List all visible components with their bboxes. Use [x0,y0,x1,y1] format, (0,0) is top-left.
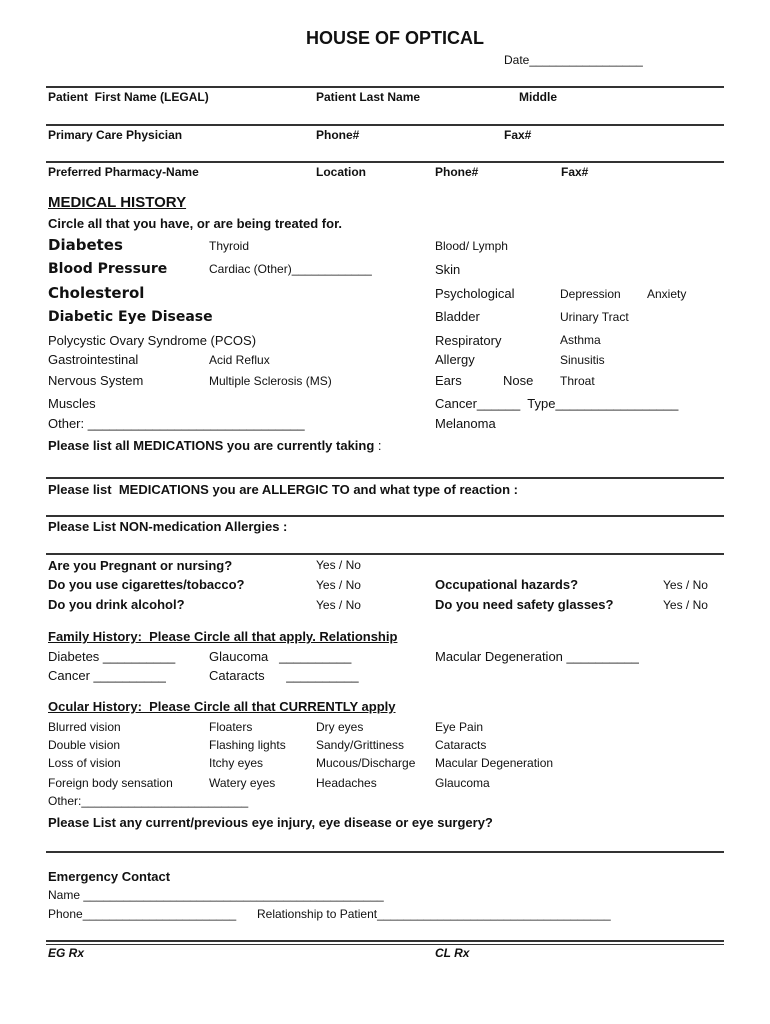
condition-acid-reflux[interactable]: Acid Reflux [209,353,270,367]
condition-depression[interactable]: Depression [560,287,621,301]
condition-sinusitis[interactable]: Sinusitis [560,353,605,367]
occupational-yes-no[interactable]: Yes / No [663,578,708,592]
condition-melanoma[interactable]: Melanoma [435,416,496,431]
divider [46,553,724,555]
ocular-foreign-body[interactable]: Foreign body sensation [48,776,173,790]
condition-psychological[interactable]: Psychological [435,286,515,301]
condition-diabetes[interactable]: Diabetes [48,236,123,254]
patient-last-name-label[interactable]: Patient Last Name [316,90,421,104]
patient-first-name-label[interactable]: Patient First Name (LEGAL) [48,90,209,104]
ocular-loss-of-vision[interactable]: Loss of vision [48,756,121,770]
ocular-headaches[interactable]: Headaches [316,776,377,790]
ocular-eye-pain[interactable]: Eye Pain [435,720,484,734]
page-title: HOUSE OF OPTICAL [306,28,485,48]
condition-muscles[interactable]: Muscles [48,396,96,411]
ocular-dry-eyes[interactable]: Dry eyes [316,720,364,734]
medical-history-instruction: Circle all that you have, or are being treated for. [48,216,343,231]
ocular-other-field[interactable]: Other:_________________________ [48,794,249,808]
condition-nose[interactable]: Nose [503,373,534,388]
divider [46,124,724,126]
ocular-history-heading: Ocular History: Please Circle all that CURRENTLY apply [48,699,396,714]
eye-injury-question[interactable]: Please List any current/previous eye injury, eye disease or eye surgery? [48,815,493,830]
condition-allergy[interactable]: Allergy [435,352,475,367]
pregnant-yes-no[interactable]: Yes / No [316,558,361,572]
physician-fax-label[interactable]: Fax# [504,128,532,142]
condition-blood-pressure[interactable]: Blood Pressure [48,261,168,277]
ocular-sandy-grittiness[interactable]: Sandy/Grittiness [316,738,405,752]
divider [46,477,724,479]
condition-asthma[interactable]: Asthma [560,333,601,347]
family-history-heading: Family History: Please Circle all that apply. Relationship [48,629,398,644]
condition-thyroid[interactable]: Thyroid [209,239,250,253]
question-tobacco: Do you use cigarettes/tobacco? [48,577,245,592]
ocular-floaters[interactable]: Floaters [209,720,253,734]
condition-ears[interactable]: Ears [435,373,462,388]
condition-respiratory[interactable]: Respiratory [435,333,502,348]
pharmacy-location-label[interactable]: Location [316,165,366,179]
divider [46,515,724,517]
condition-gastrointestinal[interactable]: Gastrointestinal [48,352,139,367]
family-macular-degeneration[interactable]: Macular Degeneration __________ [435,649,639,664]
condition-multiple-sclerosis[interactable]: Multiple Sclerosis (MS) [209,374,332,388]
condition-anxiety[interactable]: Anxiety [647,287,687,301]
eg-rx-label: EG Rx [48,946,85,960]
condition-urinary-tract[interactable]: Urinary Tract [560,310,629,324]
condition-diabetic-eye-disease[interactable]: Diabetic Eye Disease [48,309,213,325]
ocular-blurred-vision[interactable]: Blurred vision [48,720,121,734]
safety-glasses-yes-no[interactable]: Yes / No [663,598,708,612]
ocular-mucous-discharge[interactable]: Mucous/Discharge [316,756,416,770]
question-pregnant: Are you Pregnant or nursing? [48,558,233,573]
condition-cholesterol[interactable]: Cholesterol [48,284,145,302]
question-occupational-hazards: Occupational hazards? [435,577,579,592]
divider [46,944,724,945]
condition-bladder[interactable]: Bladder [435,309,480,324]
condition-throat[interactable]: Throat [560,374,595,388]
condition-cancer-field[interactable]: Cancer______ Type_________________ [435,396,679,411]
ocular-macular-degeneration[interactable]: Macular Degeneration [435,756,554,770]
emergency-contact-heading: Emergency Contact [48,869,171,884]
ocular-flashing-lights[interactable]: Flashing lights [209,738,286,752]
ocular-itchy-eyes[interactable]: Itchy eyes [209,756,264,770]
condition-nervous-system[interactable]: Nervous System [48,373,144,388]
pharmacy-fax-label[interactable]: Fax# [561,165,589,179]
condition-other-field[interactable]: Other: ______________________________ [48,416,305,431]
divider [46,86,724,88]
family-cataracts[interactable]: Cataracts __________ [209,668,359,683]
emergency-relationship-field[interactable]: Relationship to Patient___________________________________ [257,907,611,921]
divider [46,851,724,853]
condition-cardiac[interactable]: Cardiac (Other)____________ [209,262,372,276]
question-alcohol: Do you drink alcohol? [48,597,185,612]
current-medications-label[interactable]: Please list all MEDICATIONS you are currently taking : [48,438,382,453]
physician-phone-label[interactable]: Phone# [316,128,360,142]
allergic-medications-label[interactable]: Please list MEDICATIONS you are ALLERGIC TO and what type of reaction : [48,482,519,497]
condition-pcos[interactable]: Polycystic Ovary Syndrome (PCOS) [48,333,257,348]
ocular-double-vision[interactable]: Double vision [48,738,121,752]
family-glaucoma[interactable]: Glaucoma __________ [209,649,352,664]
medical-history-heading: MEDICAL HISTORY [48,194,187,211]
divider [46,940,724,942]
question-safety-glasses: Do you need safety glasses? [435,597,614,612]
ocular-cataracts[interactable]: Cataracts [435,738,487,752]
family-diabetes[interactable]: Diabetes __________ [48,649,176,664]
condition-skin[interactable]: Skin [435,262,461,277]
pharmacy-name-label[interactable]: Preferred Pharmacy-Name [48,165,199,179]
alcohol-yes-no[interactable]: Yes / No [316,598,361,612]
date-field[interactable]: Date_________________ [504,53,643,67]
ocular-watery-eyes[interactable]: Watery eyes [209,776,276,790]
non-medication-allergies-label[interactable]: Please List NON-medication Allergies : [48,519,288,534]
pharmacy-phone-label[interactable]: Phone# [435,165,479,179]
patient-middle-label[interactable]: Middle [519,90,557,104]
condition-blood-lymph[interactable]: Blood/ Lymph [435,239,508,253]
ocular-glaucoma[interactable]: Glaucoma [435,776,490,790]
primary-care-physician-label[interactable]: Primary Care Physician [48,128,183,142]
cl-rx-label: CL Rx [435,946,470,960]
emergency-phone-field[interactable]: Phone_______________________ [48,907,237,921]
emergency-name-field[interactable]: Name _____________________________________________ [48,888,384,902]
tobacco-yes-no[interactable]: Yes / No [316,578,361,592]
divider [46,161,724,163]
family-cancer[interactable]: Cancer __________ [48,668,166,683]
